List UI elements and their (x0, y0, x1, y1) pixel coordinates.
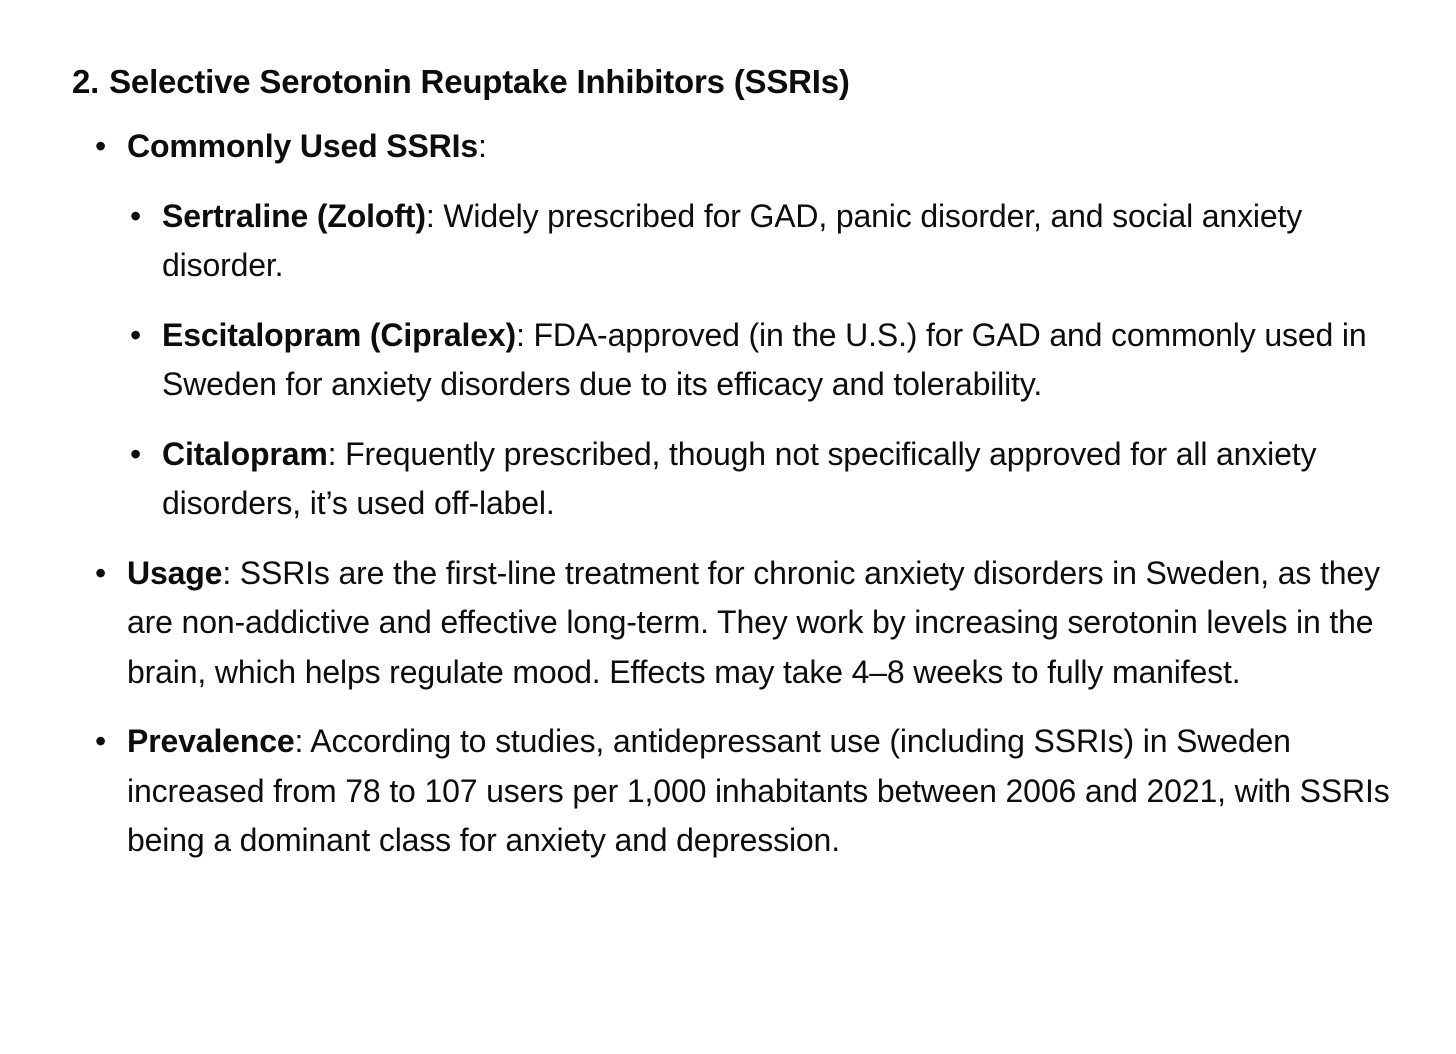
section-heading (72, 52, 1432, 112)
item-term: Prevalence (127, 723, 295, 759)
document-body (72, 52, 1432, 886)
item-text: FDA-approved (in the U.S.) for GAD and commonly used in Sweden for anxiety disorders due to its efficacy and tolerability. (162, 316, 1367, 402)
list-item-commonly-used (72, 122, 1432, 529)
item-term: Citalopram (162, 435, 328, 472)
list-item-prevalence (72, 717, 1432, 866)
list-item-usage (72, 549, 1432, 698)
item-term: Commonly Used SSRIs (127, 128, 479, 164)
section-title: Selective Serotonin Reuptake Inhibitors (SSRIs) (109, 63, 850, 100)
bullet-icon: • (130, 197, 142, 234)
bullet-icon: • (95, 128, 107, 164)
sub-item-escitalopram (127, 311, 1432, 410)
bullet-icon: • (95, 723, 107, 759)
bullet-icon: • (95, 554, 107, 591)
sub-item-citalopram (127, 430, 1432, 529)
bullet-icon: • (130, 316, 142, 353)
item-term: Usage (127, 554, 223, 591)
section-number: 2. (72, 63, 100, 100)
bullet-list (72, 122, 1432, 866)
item-text: Widely prescribed for GAD, panic disorder, and social anxiety disorder. (162, 197, 1303, 283)
item-separator: : (516, 316, 525, 353)
item-term: Escitalopram (Cipralex) (162, 316, 517, 353)
item-separator: : (425, 197, 435, 234)
bullet-icon: • (130, 435, 142, 472)
sub-item-sertraline (127, 192, 1432, 291)
item-separator: : (294, 723, 304, 759)
sub-bullet-list (127, 192, 1432, 529)
item-text: According to studies, antidepressant use (including SSRIs) in Sweden increased from 78 to 107 users per 1,000 inhabitants between 2006 and 2021, with SSRIs being a dominant class for anxiety and depression. (127, 723, 1390, 858)
item-separator: : (222, 554, 232, 591)
item-separator: : (478, 128, 487, 164)
item-separator: : (327, 435, 337, 472)
item-text: Frequently prescribed, though not specifically approved for all anxiety disorders, it’s used off-label. (162, 435, 1317, 521)
item-text: SSRIs are the first-line treatment for chronic anxiety disorders in Sweden, as they are non-addictive and effective long-term. They work by increasing serotonin levels in the brain, which helps regulate mood. Effects may take 4–8 weeks to fully manifest. (127, 554, 1380, 690)
item-term: Sertraline (Zoloft) (162, 197, 426, 234)
